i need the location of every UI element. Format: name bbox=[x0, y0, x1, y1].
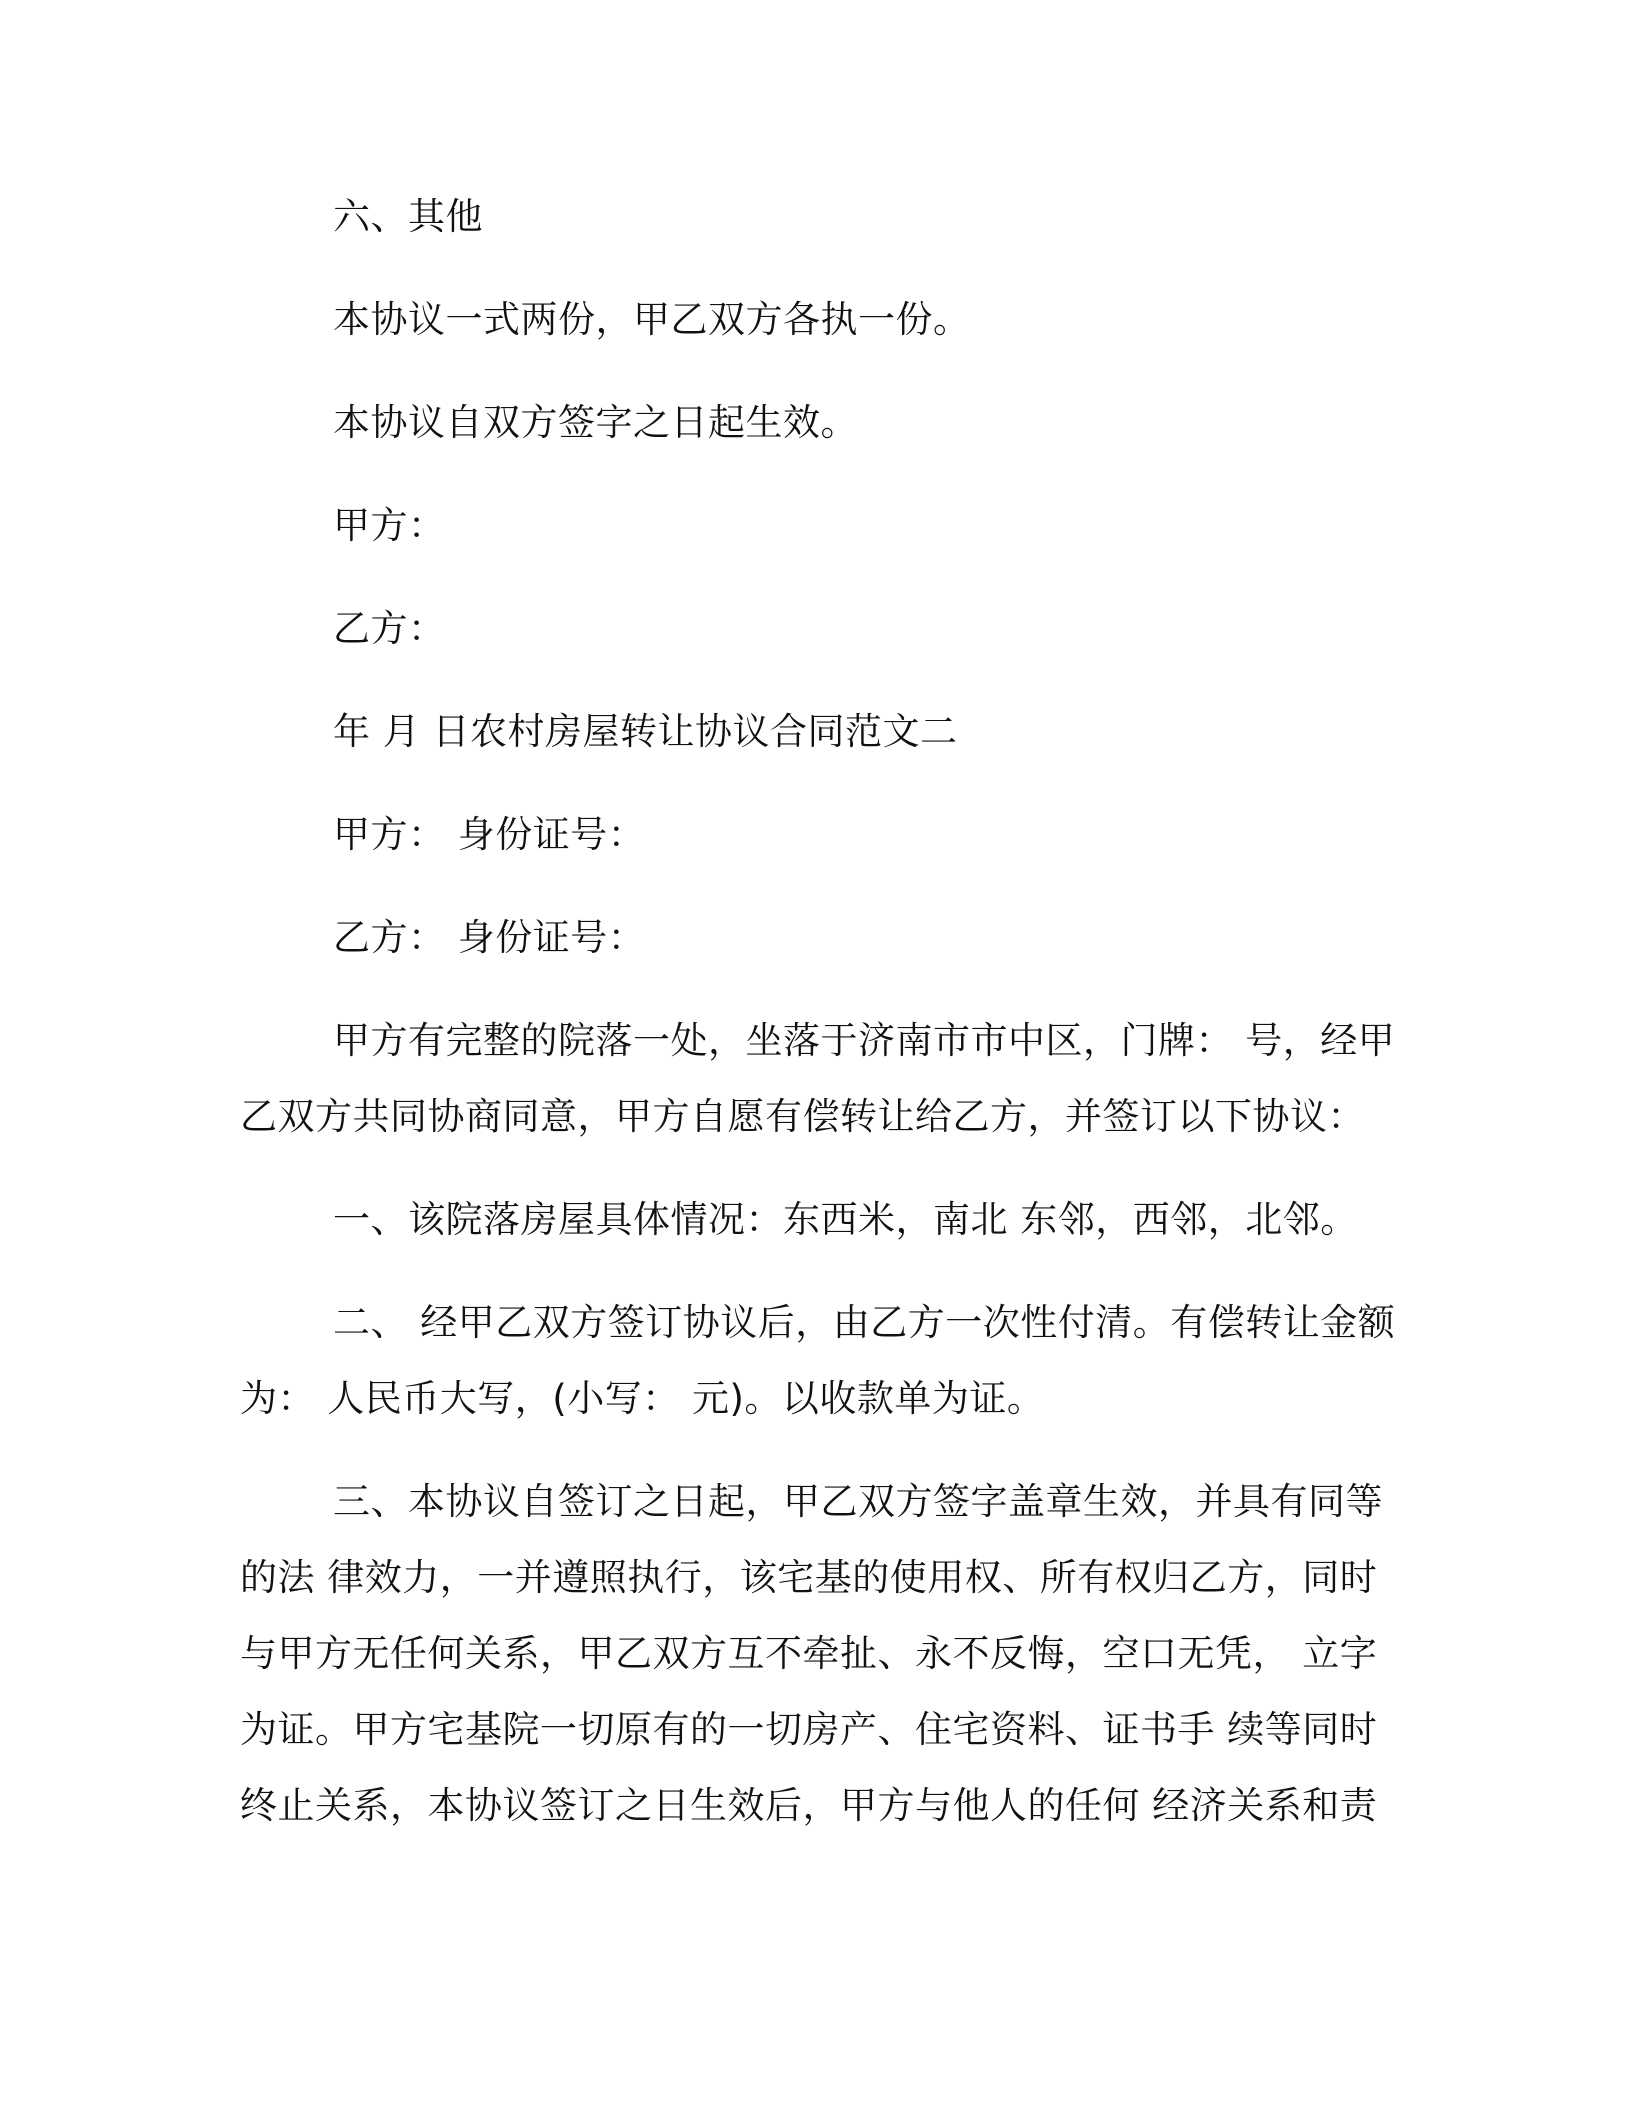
clause-one: 一、该院落房屋具体情况：东西米，南北 东邻，西邻，北邻。 bbox=[333, 1198, 1358, 1241]
property-paragraph-line-2: 乙双方共同协商同意，甲方自愿有偿转让给乙方，并签订以下协议： bbox=[240, 1095, 1365, 1138]
clause-three-line-4: 为证。甲方宅基院一切原有的一切房产、住宅资料、证书手 续等同时 bbox=[240, 1708, 1378, 1751]
clause-three-line-5: 终止关系，本协议签订之日生效后，甲方与他人的任何 经济关系和责 bbox=[240, 1784, 1378, 1827]
party-b-id-line: 乙方： 身份证号： bbox=[333, 916, 646, 959]
party-b-label: 乙方： bbox=[333, 607, 446, 650]
section-heading-other: 六、其他 bbox=[333, 195, 483, 238]
party-a-label: 甲方： bbox=[333, 504, 446, 547]
property-paragraph-line-1: 甲方有完整的院落一处，坐落于济南市市中区，门牌： 号，经甲 bbox=[333, 1019, 1396, 1062]
clause-three-line-2: 的法 律效力，一并遵照执行，该宅基的使用权、所有权归乙方，同时 bbox=[240, 1556, 1378, 1599]
clause-two-line-2: 为： 人民币大写，(小写： 元)。以收款单为证。 bbox=[240, 1377, 1045, 1420]
date-and-title-line: 年 月 日农村房屋转让协议合同范文二 bbox=[333, 710, 958, 753]
party-a-id-line: 甲方： 身份证号： bbox=[333, 813, 646, 856]
clause-two-line-1: 二、 经甲乙双方签订协议后，由乙方一次性付清。有偿转让金额 bbox=[333, 1301, 1396, 1344]
clause-three-line-3: 与甲方无任何关系，甲乙双方互不牵扯、永不反悔，空口无凭， 立字 bbox=[240, 1632, 1378, 1675]
clause-three-line-1: 三、本协议自签订之日起，甲乙双方签字盖章生效，并具有同等 bbox=[333, 1480, 1383, 1523]
effective-clause: 本协议自双方签字之日起生效。 bbox=[333, 401, 858, 444]
copies-clause: 本协议一式两份，甲乙双方各执一份。 bbox=[333, 298, 971, 341]
